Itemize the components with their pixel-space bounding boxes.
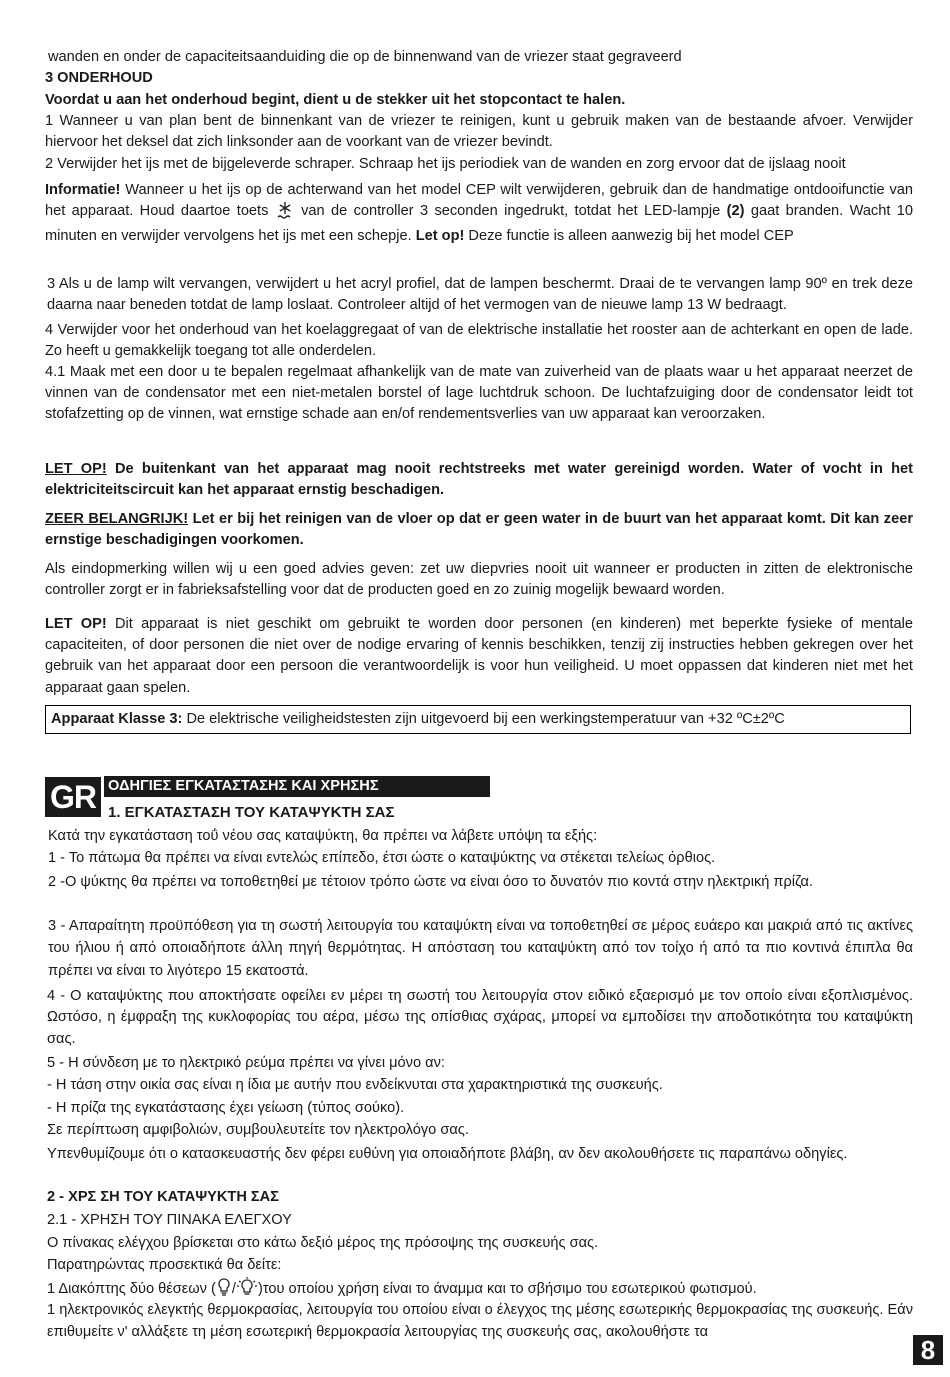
- greek-item-5: 5 - Η σύνδεση με το ηλεκτρικό ρεύμα πρέπει να γίνει μόνο αν:: [47, 1055, 445, 1071]
- maintenance-item-2: 2 Verwijder het ijs met de bijgeleverde schraper. Schraap het ijs periodiek van de wanden en zorg ervoor dat de ijslaag nooit: [45, 156, 846, 172]
- maintenance-item-4-1: 4.1 Maak met een door u te bepalen regelmaat afhankelijk van de mate van zuiverheid van de plaats waar u het apparaat neerzet de vinnen van de condensator met een niet-metalen borstel of lage luchtdruk schoon. De luchtafzuiging door de condensator leidt tot stofafzetting op de vinnen, wat ernstige schade aan en/of rendementsverlies van uw apparaat kan veroorzaken.: [45, 364, 913, 423]
- info-label: Informatie!: [45, 182, 121, 198]
- zeer-text: Let er bij het reinigen van de vloer op dat er geen water in de buurt van het apparaat komt. Dit kan zeer ernstige beschadigingen voorkomen.: [45, 511, 914, 549]
- language-badge-gr: GR: [45, 777, 101, 817]
- greek-panel-location: Ο πίνακας ελέγχου βρίσκεται στο κάτω δεξιό μέρος της πρόσοψης της συσκευής σας.: [47, 1235, 599, 1251]
- unplug-warning: [45, 90, 913, 111]
- final-advice: Als eindopmerking willen wij u een goed advies geven: zet uw diepvries nooit uit wanneer er producten in zitten de elektronische controller zorgt er in fabrieksafstelling voor dat de producten goed en zo zuinig mogelijk bewaard worden.: [45, 561, 913, 599]
- maintenance-item-4: 4 Verwijder voor het onderhoud van het koelaggregaat of van de elektrische installatie het rooster aan de achterkant en open de lade. Zo heeft u gemakkelijk toegang tot alle onderdelen.: [45, 322, 913, 360]
- unplug-warning-text: Voordat u aan het onderhoud begint, dient u de stekker uit het stopcontact te halen.: [45, 92, 626, 108]
- greek-thermostat-note: 1 ηλεκτρονικός ελεγκτής θερμοκρασίας, λειτουργία του οποίου είναι ο έλεγχος της μέσης εσωτερικής θερμοκρασίας της συσκευής. Εάν επιθυμείτε ν' αλλάξετε τη μέση εσωτερική θερμοκρασία λειτουργίας της συσκευής σας, ακολουθήστε τα: [47, 1302, 913, 1340]
- info-letop: Let op!: [415, 228, 465, 245]
- zeer-belangrijk-warning: [45, 509, 913, 551]
- greek-item-4: 4 - Ο καταψύκτης που αποκτήσατε οφείλει εν μέρει τη σωστή του λειτουργία στον ειδικό εξαερισμό με τον οποίο είναι εξοπλισμένος. Ωστόσο, η έμφραξη της κυκλοφορίας του αέρα, μέσω της οπίσθιας σχάρας, μπορεί να εμποδίσει την αποδοτικότητα του καταψύκτη σας.: [47, 988, 913, 1047]
- letop-label: LET OP!: [45, 461, 107, 477]
- snowflake-defrost-icon: [275, 201, 295, 226]
- page-number: 8: [913, 1335, 943, 1365]
- greek-section-header: ΟΔΗΓΙΕΣ ΕΓΚΑΤΑΣΤΑΣΗΣ ΚΑΙ ΧΡΗΣΗΣ: [104, 776, 490, 797]
- light-switch-text-a: 1 Διακόπτης δύο θέσεων (: [47, 1281, 216, 1297]
- section-title-text: 3 ONDERHOUD: [45, 70, 153, 86]
- greek-item-3: 3 - Απαραίτητη προϋπόθεση για τη σωστή λειτουργία του καταψύκτη είναι να τοποθετηθεί σε μέρος ευάερο και μακριά από τις ακτίνες του ήλιου ή από οποιαδήποτε άλλη πηγή θερμότητας. Η απόσταση του καταψύκτη από τον τοίχο ή από τα πιο κοντινά έπιπλα θα πρέπει να είναι το λιγότερο 15 εκατοστά.: [48, 918, 913, 979]
- info-led-ref: (2): [726, 203, 745, 220]
- class-label: Apparaat Klasse 3:: [51, 711, 183, 727]
- class-text: De elektrische veiligheidstesten zijn uitgevoerd bij een werkingstemperatuur van +32 ºC±2ºC: [182, 711, 785, 727]
- letop-water-warning: [45, 459, 913, 501]
- greek-section-2: 2 - ΧΡΣ ΣΗ ΤΟΥ ΚΑΤΑΨΥΚΤΗ ΣΑΣ: [47, 1189, 279, 1205]
- letop-safety-notice: [45, 614, 913, 699]
- greek-subtitle: 1. ΕΓΚΑΤΑΣΤΑΣΗ ΤΟΥ ΚΑΤΑΨΥΚΤΗ ΣΑΣ: [108, 804, 395, 821]
- greek-doubt-note: Σε περίπτωση αμφιβολιών, συμβουλευτείτε τον ηλεκτρολόγο σας.: [47, 1122, 469, 1138]
- greek-item-2: 2 -Ο ψύκτης θα πρέπει να τοποθετηθεί με τέτοιον τρόπο ώστε να είναι όσο το δυνατόν πιο κοντά στην ηλεκτρική πρίζα.: [48, 874, 813, 890]
- greek-observe: Παρατηρώντας προσεκτικά θα δείτε:: [47, 1257, 282, 1273]
- zeer-label: ZEER BELANGRIJK!: [45, 511, 189, 527]
- greek-intro: Κατά την εγκατάσταση τοΰ νέου σας καταψύκτη, θα πρέπει να λάβετε υπόψη τα εξής:: [48, 828, 598, 844]
- maintenance-item-1: 1 Wanneer u van plan bent de binnenkant van de vriezer te reinigen, kunt u gebruik maken van de bestaande afvoer. Verwijder hiervoor het deksel dat zich linksonder aan de voorkant van de vriezer bevindt.: [45, 113, 913, 151]
- maintenance-item-3: 3 Als u de lamp wilt vervangen, verwijdert u het acryl profiel, dat de lampen beschermt. Draai de te vervangen lamp 90º en trek deze daarna naar beneden totdat de lamp loslaat. Controleer altijd of het vermogen van de nieuwe lamp 13 W bedraagt.: [47, 276, 913, 314]
- greek-item-5a: - Η τάση στην οικία σας είναι η ίδια με αυτήν που ενδείκνυται στα χαρακτηριστικά της συσκευής.: [47, 1077, 663, 1093]
- letop2-label: LET OP!: [45, 616, 107, 632]
- info-text-c: gaat branden. Wacht 10 minuten en verwijder vervolgens het ijs met een schepje.: [45, 203, 913, 245]
- greek-item-1: 1 - Το πάτωμα θα πρέπει να είναι εντελώς επίπεδο, έτσι ώστε ο καταψύκτης να στέκεται τελείως όρθιος.: [48, 850, 716, 866]
- info-text-b: van de controller 3 seconden ingedrukt, totdat het LED-lampje: [294, 203, 727, 220]
- light-switch-separator: /: [231, 1281, 236, 1297]
- greek-section-2-1: 2.1 - ΧΡΗΣΗ ΤΟΥ ΠΙΝΑΚΑ ΕΛΕΓΧΟΥ: [47, 1212, 292, 1228]
- letop2-text: Dit apparaat is niet geschikt om gebruikt te worden door personen (en kinderen) met beperkte fysieke of mentale capaciteiten, of door personen die niet over de nodige ervaring of kennis beschikken, tenzij zij instructies hebben gekregen over het gebruik van het apparaat door een persoon die verantwoordelijk is voor hun veiligheid. U moet oppassen dat kinderen niet met het apparaat gaan spelen.: [45, 616, 913, 696]
- letop-text: De buitenkant van het apparaat mag nooit rechtstreeks met water gereinigd worden. Water of vocht in het elektriciteitscircuit kan het apparaat ernstig beschadigen.: [45, 461, 913, 499]
- info-paragraph: [45, 180, 913, 248]
- info-text-a: Wanneer u het ijs op de achterwand van het model CEP wilt verwijderen, gebruik dan de handmatige ontdooifunctie van het apparaat. Houd daartoe toets: [45, 182, 913, 220]
- continuation-line: wanden en onder de capaciteitsaanduiding die op de binnenwand van de vriezer staat gegraveerd: [48, 49, 682, 65]
- info-text-d: Deze functie is alleen aanwezig bij het model CEP: [464, 228, 794, 245]
- section-title-onderhoud: [45, 68, 913, 89]
- light-switch-text-b: )του οποίου χρήση είναι το άναμμα και το σβήσιμο του εσωτερικού φωτισμού.: [257, 1281, 757, 1297]
- greek-liability-note: Υπενθυμίζουμε ότι ο κατασκευαστής δεν φέρει ευθύνη για οποιαδήποτε βλάβη, αν δεν ακολουθήσετε τις παραπάνω οδηγίες.: [47, 1146, 848, 1162]
- greek-item-5b: - Η πρίζα της εγκατάστασης έχει γείωση (τύπος σούκο).: [47, 1100, 405, 1116]
- appliance-class-box: [45, 705, 911, 734]
